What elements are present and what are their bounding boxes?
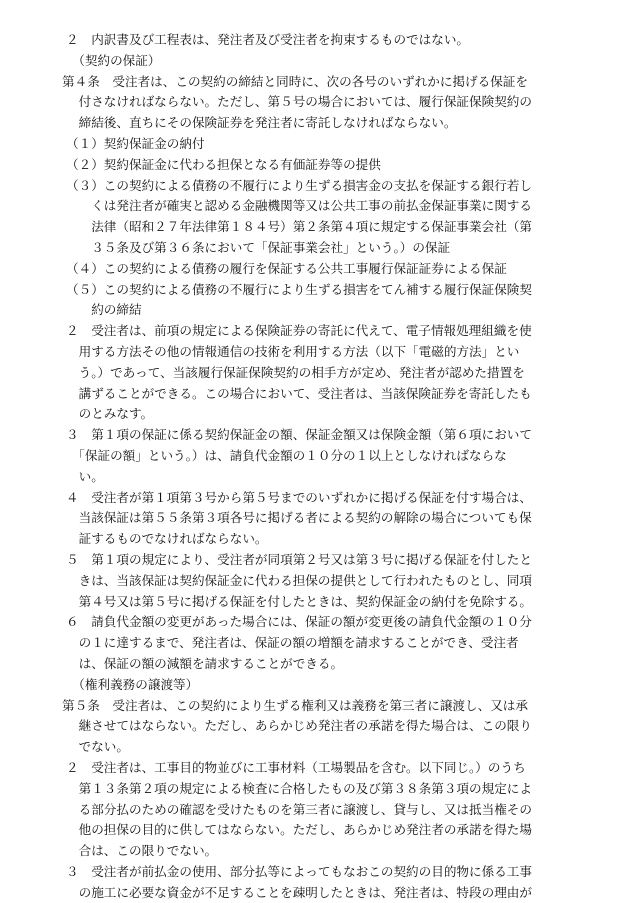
line-text: （権利義務の譲渡等）	[66, 676, 199, 692]
text-line	[66, 405, 153, 424]
line-text: でない。	[66, 739, 129, 755]
text-line	[66, 322, 532, 341]
text-line	[66, 884, 532, 903]
line-text: 法律（昭和２７年法律第１８４号）第２条第４項に規定する保証事業会社（第	[66, 219, 532, 235]
line-text: ３ 受注者が前払金の使用、部分払等によってもなおこの契約の目的物に係る工事	[66, 864, 532, 879]
line-text: ２ 受注者は、前項の規定による保険証券の寄託に代えて、電子情報処理組織を使	[66, 323, 532, 339]
text-line	[66, 842, 217, 861]
text-line	[66, 364, 525, 383]
text-line	[66, 759, 526, 778]
line-text: ４ 受注者が第１項第３号から第５号までのいずれかに掲げる保証を付す場合は、	[66, 489, 532, 505]
text-line	[66, 468, 104, 487]
text-line	[66, 634, 519, 653]
line-text: は、保証の額の減額を請求することができる。	[66, 656, 344, 671]
text-line	[66, 301, 142, 320]
line-text: い。	[66, 468, 104, 484]
line-text: 付さなければならない。ただし、第５号の場合においては、履行保証保険契約の	[66, 94, 532, 110]
text-line	[66, 780, 532, 799]
text-line	[66, 655, 343, 674]
text-line	[66, 717, 532, 736]
line-text: ６ 請負代金額の変更があった場合には、保証の額が変更後の請負代金額の１０分	[66, 614, 532, 630]
line-text: 第４号又は第５号に掲げる保証を付したときは、契約保証金の納付を免除する。	[66, 593, 532, 609]
text-line	[66, 821, 532, 840]
text-line	[66, 135, 205, 154]
text-line	[66, 613, 532, 632]
line-text: ３５条及び第３６条において「保証事業会社」という。）の保証	[66, 240, 451, 255]
line-text: のとみなす。	[66, 406, 154, 422]
text-line	[66, 572, 532, 591]
line-text: ５ 第１項の規定により、受注者が同項第２号又は第３号に掲げる保証を付したと	[66, 552, 532, 567]
line-text: 他の担保の目的に供してはならない。ただし、あらかじめ発注者の承諾を得た場	[66, 822, 532, 838]
line-text: 合は、この限りでない。	[66, 843, 218, 859]
text-line	[66, 52, 160, 71]
text-line	[66, 509, 532, 528]
line-text: （４）この契約による債務の履行を保証する公共工事履行保証証券による保証	[66, 260, 507, 276]
text-line	[62, 697, 528, 716]
line-text: の施工に必要な資金が不足することを疎明したときは、発注者は、特段の理由が	[66, 884, 532, 900]
text-line	[66, 593, 532, 612]
text-line	[66, 738, 129, 757]
line-text: う。）であって、当該履行保証保険契約の相手方が定め、発注者が認めた措置を	[66, 364, 525, 380]
text-line	[66, 385, 532, 404]
line-text: 約の締結	[66, 302, 142, 318]
line-text: 「保証の額」という。）は、請負代金額の１０分の１以上としなければならな	[66, 448, 507, 463]
line-text: ３ 第１項の保証に係る契約保証金の額、保証金額又は保険金額（第６項において	[66, 427, 532, 443]
line-text: （１）契約保証金の納付	[66, 136, 205, 151]
line-text: 用する方法その他の情報通信の技術を利用する方法（以下「電磁的方法」とい	[66, 344, 520, 359]
line-text: 証するものでなければならない。	[66, 531, 268, 547]
text-line	[66, 530, 268, 549]
line-text: くは発注者が確実と認める金融機関等又は公共工事の前払金保証事業に関する	[66, 198, 532, 214]
text-line	[66, 447, 507, 466]
text-line	[62, 73, 528, 92]
text-line	[66, 93, 532, 112]
text-line	[66, 676, 198, 695]
text-line	[66, 551, 532, 570]
line-text: の１に達するまで、発注者は、保証の額の増額を請求することができ、受注者	[66, 635, 519, 651]
text-line	[66, 260, 507, 279]
line-text: 当該保証は第５５条第３項各号に掲げる者による契約の解除の場合についても保	[66, 510, 532, 526]
text-line	[66, 863, 532, 882]
text-line	[66, 239, 450, 258]
text-line	[66, 177, 532, 196]
line-text: 講ずることができる。この場合において、受注者は、当該保険証券を寄託したも	[66, 385, 532, 401]
line-text: ２ 受注者は、工事目的物並びに工事材料（工場製品を含む。以下同じ。）のうち	[66, 760, 526, 775]
text-line	[66, 343, 519, 362]
line-text: （５）この契約による債務の不履行により生ずる損害をてん補する履行保証保険契	[66, 281, 532, 297]
text-line	[66, 156, 381, 175]
text-line	[66, 31, 469, 50]
line-text: きは、当該保証は契約保証金に代わる担保の提供として行われたものとし、同項	[66, 572, 532, 588]
line-text: 継させてはならない。ただし、あらかじめ発注者の承諾を得た場合は、この限り	[66, 718, 532, 734]
line-text: 第４条 受注者は、この契約の締結と同時に、次の各号のいずれかに掲げる保証を	[62, 73, 528, 89]
line-text: ２ 内訳書及び工程表は、発注者及び受注者を拘束するものではない。	[66, 32, 469, 47]
line-text: （２）契約保証金に代わる担保となる有価証券等の提供	[66, 156, 381, 172]
text-line	[66, 114, 456, 133]
line-text: 第１３条第２項の規定による検査に合格したもの及び第３８条第３項の規定によ	[66, 780, 532, 796]
line-text: 締結後、直ちにその保険証券を発注者に寄託しなければならない。	[66, 115, 457, 131]
text-line	[66, 489, 532, 508]
line-text: （３）この契約による債務の不履行により生ずる損害金の支払を保証する銀行若し	[66, 177, 532, 193]
text-line	[66, 197, 532, 216]
text-line	[66, 281, 532, 300]
line-text: る部分払のための確認を受けたものを第三者に譲渡し、貸与し、又は抵当権その	[66, 801, 532, 817]
text-line	[66, 426, 532, 445]
line-text: 第５条 受注者は、この契約により生ずる権利又は義務を第三者に譲渡し、又は承	[62, 697, 528, 713]
text-line	[66, 218, 532, 237]
line-text: （契約の保証）	[66, 52, 161, 68]
text-line	[66, 801, 532, 820]
